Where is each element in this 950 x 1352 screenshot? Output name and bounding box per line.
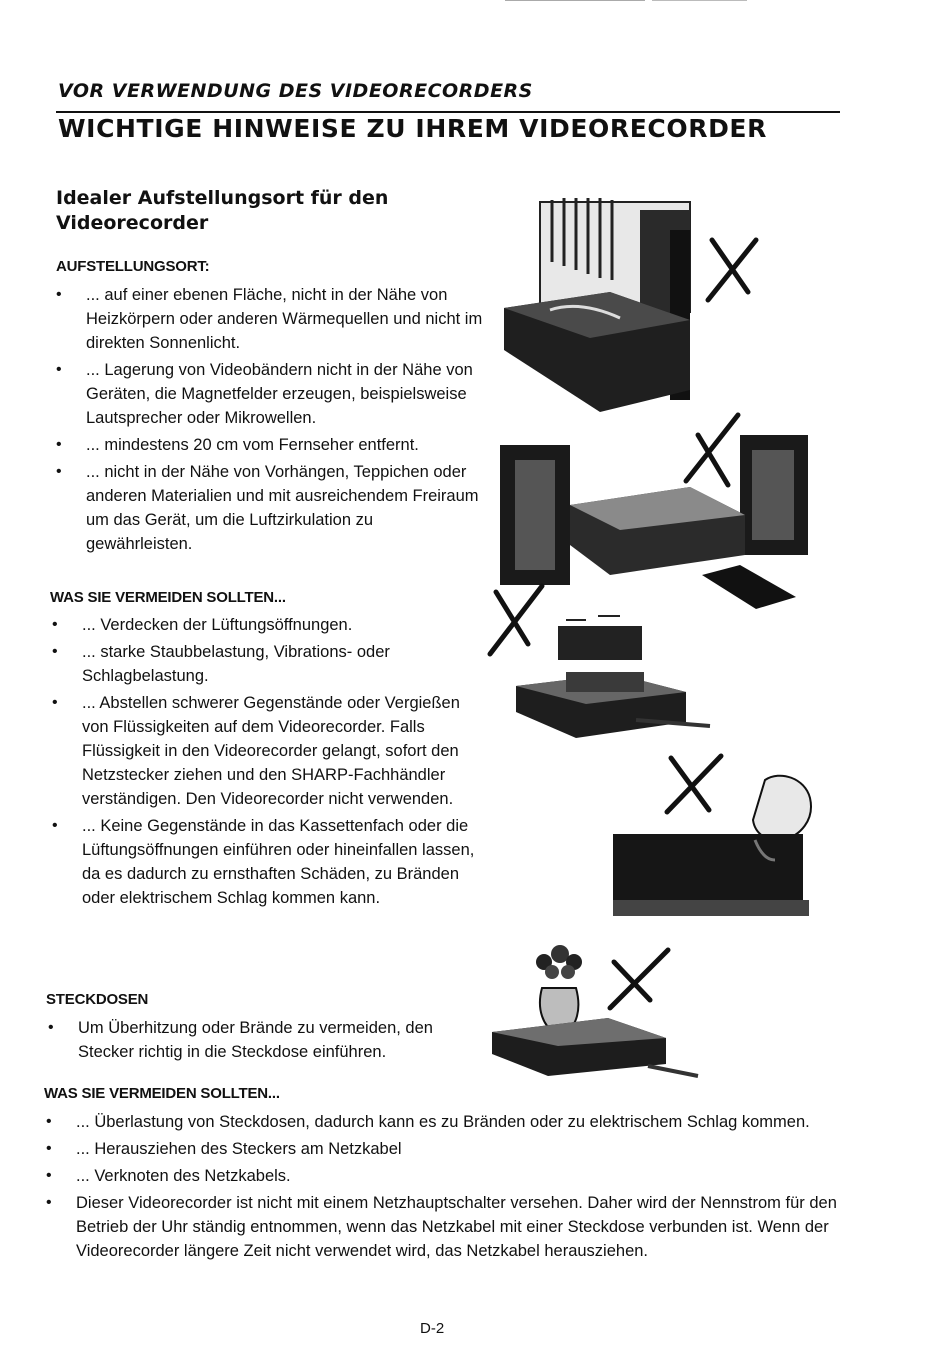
scan-mark (652, 0, 747, 1)
radiator-vcr-illustration (490, 190, 780, 415)
section-label-vermeiden-1: WAS SIE VERMEIDEN SOLLTEN... (50, 589, 286, 606)
scan-mark (505, 0, 645, 1)
cross-mark-icon (610, 950, 668, 1008)
subheading: Idealer Aufstellungsort für den Videorecorder (56, 187, 389, 234)
section-label-vermeiden-2: WAS SIE VERMEIDEN SOLLTEN... (44, 1085, 280, 1102)
list-aufstellungsort (54, 283, 484, 559)
header-rule (56, 111, 840, 113)
list-item: • ... Verknoten des Netzkabels. (44, 1164, 844, 1188)
list-item: • Um Überhitzung oder Brände zu vermeiden, den Stecker richtig in die Steckdose einführen. (46, 1016, 476, 1064)
page-number: D-2 (420, 1320, 445, 1337)
flower-vase-illustration (488, 940, 718, 1080)
list-item: • ... auf einer ebenen Fläche, nicht in der Nähe von Heizkörpern oder anderen Wärmequellen und nicht im direkten Sonnenlicht. (54, 283, 484, 355)
cross-mark-icon (708, 240, 756, 300)
list-item: • Dieser Videorecorder ist nicht mit einem Netzhauptschalter versehen. Daher wird der Nennstrom für den Betrieb der Uhr ständig entnommen, wenn das Netzkabel mit einer Steckdose verbunden ist. Wenn der Videorecorder längere Zeit nicht verwendet wird, das Netzkabel herausziehen. (44, 1191, 844, 1263)
list-item: • ... Keine Gegenstände in das Kassettenfach oder die Lüftungsöffnungen einführen oder hineinfallen lassen, da es dadurch zu ernsthaften Schäden, zu Bränden oder elektrischem Schlag kommen kann. (50, 814, 480, 910)
section-label-steckdosen: STECKDOSEN (46, 991, 149, 1008)
list-item: • ... Abstellen schwerer Gegenstände oder Vergießen von Flüssigkeiten auf dem Videorecorder. Falls Flüssigkeit in den Videorecorder gelangt, sofort den Netzstecker ziehen und den SHARP-Fachhändler verständigen. Den Videorecorder nicht verwenden. (50, 691, 480, 811)
cross-mark-icon (667, 756, 721, 812)
liquid-spill-illustration (605, 750, 820, 930)
cross-mark-icon (686, 415, 738, 485)
cross-mark-icon (490, 586, 542, 654)
stacked-devices-illustration (486, 582, 726, 742)
section-label-aufstellungsort: AUFSTELLUNGSORT: (56, 258, 210, 275)
section-kicker: VOR VERWENDUNG DES VIDEORECORDERS (58, 80, 533, 102)
list-item: • ... Lagerung von Videobändern nicht in der Nähe von Geräten, die Magnetfelder erzeugen, beispielsweise Lautsprecher oder Mikrowellen. (54, 358, 484, 430)
list-steckdosen (46, 1016, 476, 1067)
list-item: • ... nicht in der Nähe von Vorhängen, Teppichen oder anderen Materialien und mit ausreichendem Freiraum um das Gerät, um die Luftzirkulation zu gewährleisten. (54, 460, 484, 556)
list-vermeiden-1 (50, 613, 480, 913)
list-item: • ... Überlastung von Steckdosen, dadurch kann es zu Bränden oder zu elektrischem Schlag kommen. (44, 1110, 844, 1134)
list-item: • ... mindestens 20 cm vom Fernseher entfernt. (54, 433, 484, 457)
list-vermeiden-2 (44, 1110, 844, 1266)
list-item: • ... Verdecken der Lüftungsöffnungen. (50, 613, 480, 637)
list-item: • ... starke Staubbelastung, Vibrations- oder Schlagbelastung. (50, 640, 480, 688)
list-item: • ... Herausziehen des Steckers am Netzkabel (44, 1137, 844, 1161)
page-title: WICHTIGE HINWEISE ZU IHREM VIDEORECORDER (58, 114, 767, 143)
